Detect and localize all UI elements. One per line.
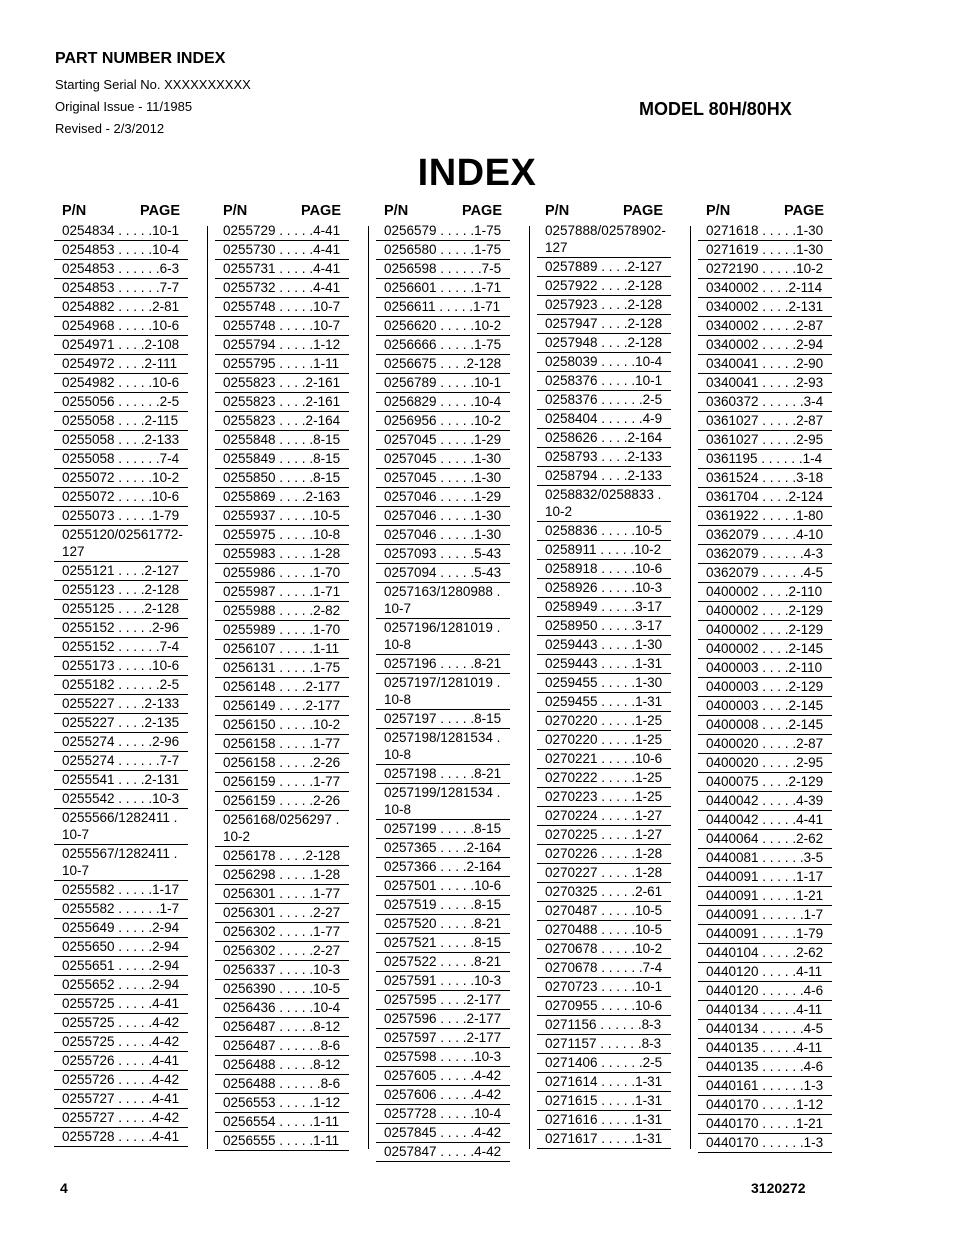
index-entry: 0256158 . . . . .2-26 <box>215 754 349 773</box>
index-entry: 0256555 . . . . .1-11 <box>215 1132 349 1151</box>
column-header <box>54 203 188 222</box>
index-entry: 0270678 . . . . .10-2 <box>537 940 671 959</box>
index-entry: 0440091 . . . . .1-17 <box>698 868 832 887</box>
index-entry: 0257520 . . . . .8-21 <box>376 915 510 934</box>
index-entry: 0257591 . . . . .10-3 <box>376 972 510 991</box>
index-entry: 0257046 . . . . .1-29 <box>376 488 510 507</box>
index-entry: 0270220 . . . . .1-25 <box>537 712 671 731</box>
pn-header: P/N <box>384 203 409 219</box>
index-entry: 0255227 . . . .2-135 <box>54 714 188 733</box>
index-entry: 0272190 . . . . .10-2 <box>698 260 832 279</box>
index-entry: 0258793 . . . .2-133 <box>537 448 671 467</box>
index-entry: 0257197 . . . . .8-15 <box>376 710 510 729</box>
index-entry: 0255987 . . . . .1-71 <box>215 583 349 602</box>
index-entry: 0255728 . . . . .4-41 <box>54 1128 188 1147</box>
index-entry: 0255056 . . . . . .2-5 <box>54 393 188 412</box>
index-entry: 0270224 . . . . .1-27 <box>537 807 671 826</box>
index-entry: 0255983 . . . . .1-28 <box>215 545 349 564</box>
index-entry: 0440120 . . . . .4-11 <box>698 963 832 982</box>
index-entry: 0256488 . . . . .8-12 <box>215 1056 349 1075</box>
index-entry: 0256829 . . . . .10-4 <box>376 393 510 412</box>
index-column <box>537 203 671 1149</box>
index-entry: 0257597 . . . .2-177 <box>376 1029 510 1048</box>
index-entry: 0271618 . . . . .1-30 <box>698 222 832 241</box>
index-entry: 0440161 . . . . . .1-3 <box>698 1077 832 1096</box>
index-entry: 0257948 . . . .2-128 <box>537 334 671 353</box>
index-entry: 0400003 . . . .2-129 <box>698 678 832 697</box>
index-entry: 0400020 . . . . .2-95 <box>698 754 832 773</box>
index-entry: 0255795 . . . . .1-11 <box>215 355 349 374</box>
index-entry: 0254882 . . . . .2-81 <box>54 298 188 317</box>
index-entry: 0257045 . . . . .1-30 <box>376 450 510 469</box>
index-column <box>215 203 349 1151</box>
index-entry: 0255227 . . . .2-133 <box>54 695 188 714</box>
index-entry: 0254834 . . . . .10-1 <box>54 222 188 241</box>
index-entry: 0255152 . . . . . .7-4 <box>54 638 188 657</box>
index-entry: 0255729 . . . . .4-41 <box>215 222 349 241</box>
serial-number: Starting Serial No. XXXXXXXXXX <box>55 77 251 92</box>
page-header: PAGE <box>622 203 663 219</box>
index-entry: 0255823 . . . .2-161 <box>215 393 349 412</box>
index-entry: 0255849 . . . . .8-15 <box>215 450 349 469</box>
index-entry: 0270221 . . . . .10-6 <box>537 750 671 769</box>
index-entry: 0255823 . . . .2-164 <box>215 412 349 431</box>
index-entry: 0255072 . . . . .10-6 <box>54 488 188 507</box>
index-entry: 0340002 . . . . .2-87 <box>698 317 832 336</box>
index-entry: 0256150 . . . . .10-2 <box>215 716 349 735</box>
pn-header: P/N <box>545 203 570 219</box>
entry-list <box>376 222 510 1162</box>
index-column <box>54 203 188 1147</box>
index-entry: 0257606 . . . . .4-42 <box>376 1086 510 1105</box>
index-entry: 0271614 . . . . .1-31 <box>537 1073 671 1092</box>
index-entry: 0256956 . . . . .10-2 <box>376 412 510 431</box>
index-entry: 0255274 . . . . . .7-7 <box>54 752 188 771</box>
index-entry: 0257046 . . . . .1-30 <box>376 507 510 526</box>
index-entry: 0255725 . . . . .4-41 <box>54 995 188 1014</box>
index-entry: 0400002 . . . .2-129 <box>698 602 832 621</box>
index-entry: 0340002 . . . .2-131 <box>698 298 832 317</box>
index-entry: 0254982 . . . . .10-6 <box>54 374 188 393</box>
index-entry: 0271157 . . . . . .8-3 <box>537 1035 671 1054</box>
pn-header: P/N <box>706 203 731 219</box>
index-entry: 0256158 . . . . .1-77 <box>215 735 349 754</box>
index-entry: 0270325 . . . . .2-61 <box>537 883 671 902</box>
index-entry: 0255058 . . . . . .7-4 <box>54 450 188 469</box>
index-entry: 0257198/1281534 . 10-8 <box>376 729 510 765</box>
index-entry: 0255274 . . . . .2-96 <box>54 733 188 752</box>
index-entry: 0255541 . . . .2-131 <box>54 771 188 790</box>
model-label: MODEL 80H/80HX <box>639 99 792 119</box>
index-entry: 0256598 . . . . . .7-5 <box>376 260 510 279</box>
index-entry: 0257199 . . . . .8-15 <box>376 820 510 839</box>
index-entry: 0400003 . . . .2-110 <box>698 659 832 678</box>
index-entry: 0257365 . . . .2-164 <box>376 839 510 858</box>
index-entry: 0258918 . . . . .10-6 <box>537 560 671 579</box>
index-entry: 0257163/1280988 . 10-7 <box>376 583 510 619</box>
index-entry: 0255582 . . . . .1-17 <box>54 881 188 900</box>
index-entry: 0400002 . . . .2-110 <box>698 583 832 602</box>
index-entry: 0256149 . . . .2-177 <box>215 697 349 716</box>
index-entry: 0270227 . . . . .1-28 <box>537 864 671 883</box>
index-entry: 0256159 . . . . .2-26 <box>215 792 349 811</box>
index-entry: 0440042 . . . . .4-41 <box>698 811 832 830</box>
index-entry: 0255731 . . . . .4-41 <box>215 260 349 279</box>
index-entry: 0254968 . . . . .10-6 <box>54 317 188 336</box>
page-header: PAGE <box>783 203 824 219</box>
index-entry: 0257366 . . . .2-164 <box>376 858 510 877</box>
index-entry: 0271615 . . . . .1-31 <box>537 1092 671 1111</box>
index-entry: 0256148 . . . .2-177 <box>215 678 349 697</box>
index-entry: 0256337 . . . . .10-3 <box>215 961 349 980</box>
index-entry: 0270223 . . . . .1-25 <box>537 788 671 807</box>
index-entry: 0257045 . . . . .1-30 <box>376 469 510 488</box>
index-entry: 0256579 . . . . .1-75 <box>376 222 510 241</box>
index-entry: 0258832/0258833 . 10-2 <box>537 486 671 522</box>
index-entry: 0258950 . . . . .3-17 <box>537 617 671 636</box>
index-entry: 0257045 . . . . .1-29 <box>376 431 510 450</box>
page-title: PART NUMBER INDEX <box>55 50 226 67</box>
index-entry: 0400020 . . . . .2-87 <box>698 735 832 754</box>
index-entry: 0254853 . . . . . .6-3 <box>54 260 188 279</box>
index-entry: 0257093 . . . . .5-43 <box>376 545 510 564</box>
index-entry: 0440064 . . . . .2-62 <box>698 830 832 849</box>
index-entry: 0440135 . . . . . .4-6 <box>698 1058 832 1077</box>
index-entry: 0257198 . . . . .8-21 <box>376 765 510 784</box>
index-entry: 0270222 . . . . .1-25 <box>537 769 671 788</box>
index-entry: 0259455 . . . . .1-31 <box>537 693 671 712</box>
index-entry: 0361704 . . . .2-124 <box>698 488 832 507</box>
index-entry: 0257197/1281019 . 10-8 <box>376 674 510 710</box>
entry-list <box>215 222 349 1151</box>
index-entry: 0257501 . . . . .10-6 <box>376 877 510 896</box>
index-entry: 0256159 . . . . .1-77 <box>215 773 349 792</box>
index-entry: 0361195 . . . . . .1-4 <box>698 450 832 469</box>
index-entry: 0255566/1282411 . 10-7 <box>54 809 188 845</box>
index-entry: 0362079 . . . . .4-10 <box>698 526 832 545</box>
index-entry: 0259443 . . . . .1-30 <box>537 636 671 655</box>
pn-header: P/N <box>62 203 87 219</box>
index-entry: 0440042 . . . . .4-39 <box>698 792 832 811</box>
index-entry: 0255748 . . . . .10-7 <box>215 298 349 317</box>
index-entry: 0257847 . . . . .4-42 <box>376 1143 510 1162</box>
index-entry: 0257598 . . . . .10-3 <box>376 1048 510 1067</box>
index-entry: 0256666 . . . . .1-75 <box>376 336 510 355</box>
index-title: INDEX <box>417 152 537 194</box>
page-number: 4 <box>60 1180 68 1196</box>
index-entry: 0256789 . . . . .10-1 <box>376 374 510 393</box>
index-entry: 0340002 . . . . .2-94 <box>698 336 832 355</box>
column-divider <box>207 226 208 1149</box>
index-entry: 0362079 . . . . . .4-5 <box>698 564 832 583</box>
index-entry: 0255869 . . . .2-163 <box>215 488 349 507</box>
index-entry: 0255986 . . . . .1-70 <box>215 564 349 583</box>
index-entry: 0440135 . . . . .4-11 <box>698 1039 832 1058</box>
revised-date: Revised - 2/3/2012 <box>55 121 165 136</box>
index-entry: 0255125 . . . .2-128 <box>54 600 188 619</box>
index-entry: 0256580 . . . . .1-75 <box>376 241 510 260</box>
index-entry: 0255727 . . . . .4-41 <box>54 1090 188 1109</box>
index-entry: 0255182 . . . . . .2-5 <box>54 676 188 695</box>
index-entry: 0258926 . . . . .10-3 <box>537 579 671 598</box>
index-entry: 0255542 . . . . .10-3 <box>54 790 188 809</box>
index-entry: 0255727 . . . . .4-42 <box>54 1109 188 1128</box>
index-entry: 0360372 . . . . . .3-4 <box>698 393 832 412</box>
page-header: PAGE <box>139 203 180 219</box>
index-entry: 0255123 . . . .2-128 <box>54 581 188 600</box>
index-entry: 0362079 . . . . . .4-3 <box>698 545 832 564</box>
document-number: 3120272 <box>751 1180 806 1196</box>
index-entry: 0255121 . . . .2-127 <box>54 562 188 581</box>
index-entry: 0254971 . . . .2-108 <box>54 336 188 355</box>
index-entry: 0255058 . . . .2-115 <box>54 412 188 431</box>
index-entry: 0440170 . . . . . .1-3 <box>698 1134 832 1153</box>
index-entry: 0400008 . . . .2-145 <box>698 716 832 735</box>
index-entry: 0270955 . . . . .10-6 <box>537 997 671 1016</box>
index-entry: 0400002 . . . .2-129 <box>698 621 832 640</box>
column-header <box>215 203 349 222</box>
index-entry: 0270226 . . . . .1-28 <box>537 845 671 864</box>
index-entry: 0255582 . . . . . .1-7 <box>54 900 188 919</box>
index-entry: 0255152 . . . . .2-96 <box>54 619 188 638</box>
index-entry: 0255989 . . . . .1-70 <box>215 621 349 640</box>
entry-list <box>698 222 832 1153</box>
index-entry: 0256553 . . . . .1-12 <box>215 1094 349 1113</box>
index-entry: 0361027 . . . . .2-87 <box>698 412 832 431</box>
index-entry: 0257595 . . . .2-177 <box>376 991 510 1010</box>
column-header <box>698 203 832 222</box>
column-header <box>376 203 510 222</box>
index-entry: 0255732 . . . . .4-41 <box>215 279 349 298</box>
index-entry: 0256302 . . . . .1-77 <box>215 923 349 942</box>
column-divider <box>690 226 691 1149</box>
index-entry: 0258949 . . . . .3-17 <box>537 598 671 617</box>
index-entry: 0440170 . . . . .1-21 <box>698 1115 832 1134</box>
index-entry: 0257519 . . . . .8-15 <box>376 896 510 915</box>
index-entry: 0340041 . . . . .2-93 <box>698 374 832 393</box>
index-entry: 0256601 . . . . .1-71 <box>376 279 510 298</box>
index-entry: 0257094 . . . . .5-43 <box>376 564 510 583</box>
index-entry: 0255058 . . . .2-133 <box>54 431 188 450</box>
index-entry: 0255567/1282411 . 10-7 <box>54 845 188 881</box>
index-column <box>376 203 510 1162</box>
index-entry: 0270488 . . . . .10-5 <box>537 921 671 940</box>
index-entry: 0256168/0256297 . 10-2 <box>215 811 349 847</box>
index-entry: 0361524 . . . . .3-18 <box>698 469 832 488</box>
index-entry: 0400002 . . . .2-145 <box>698 640 832 659</box>
index-entry: 0256298 . . . . .1-28 <box>215 866 349 885</box>
index-entry: 0254853 . . . . . .7-7 <box>54 279 188 298</box>
pn-header: P/N <box>223 203 248 219</box>
index-entry: 0256487 . . . . .8-12 <box>215 1018 349 1037</box>
index-entry: 0440120 . . . . . .4-6 <box>698 982 832 1001</box>
index-entry: 0255975 . . . . .10-8 <box>215 526 349 545</box>
index-entry: 0257521 . . . . .8-15 <box>376 934 510 953</box>
index-entry: 0440091 . . . . .1-21 <box>698 887 832 906</box>
index-entry: 0256675 . . . .2-128 <box>376 355 510 374</box>
index-entry: 0257196 . . . . .8-21 <box>376 655 510 674</box>
index-entry: 0258404 . . . . . .4-9 <box>537 410 671 429</box>
index-entry: 0255726 . . . . .4-41 <box>54 1052 188 1071</box>
index-entry: 0440091 . . . . .1-79 <box>698 925 832 944</box>
index-entry: 0256620 . . . . .10-2 <box>376 317 510 336</box>
index-entry: 0255794 . . . . .1-12 <box>215 336 349 355</box>
index-entry: 0258626 . . . .2-164 <box>537 429 671 448</box>
index-entry: 0255850 . . . . .8-15 <box>215 469 349 488</box>
index-entry: 0256302 . . . . .2-27 <box>215 942 349 961</box>
index-entry: 0271616 . . . . .1-31 <box>537 1111 671 1130</box>
index-entry: 0361922 . . . . .1-80 <box>698 507 832 526</box>
page-header: PAGE <box>300 203 341 219</box>
original-issue: Original Issue - 11/1985 <box>55 99 193 114</box>
index-entry: 0254972 . . . .2-111 <box>54 355 188 374</box>
index-entry: 0255730 . . . . .4-41 <box>215 241 349 260</box>
index-entry: 0255748 . . . . .10-7 <box>215 317 349 336</box>
index-entry: 0256554 . . . . .1-11 <box>215 1113 349 1132</box>
index-entry: 0400003 . . . .2-145 <box>698 697 832 716</box>
column-header <box>537 203 671 222</box>
index-entry: 0257728 . . . . .10-4 <box>376 1105 510 1124</box>
index-entry: 0258911 . . . . .10-2 <box>537 541 671 560</box>
index-entry: 0259443 . . . . .1-31 <box>537 655 671 674</box>
index-entry: 0257522 . . . . .8-21 <box>376 953 510 972</box>
index-entry: 0361027 . . . . .2-95 <box>698 431 832 450</box>
index-entry: 0255988 . . . . .2-82 <box>215 602 349 621</box>
index-entry: 0257596 . . . .2-177 <box>376 1010 510 1029</box>
index-entry: 0258836 . . . . .10-5 <box>537 522 671 541</box>
index-entry: 0271619 . . . . .1-30 <box>698 241 832 260</box>
index-entry: 0255649 . . . . .2-94 <box>54 919 188 938</box>
index-entry: 0255650 . . . . .2-94 <box>54 938 188 957</box>
index-entry: 0256611 . . . . .1-71 <box>376 298 510 317</box>
index-entry: 0255651 . . . . .2-94 <box>54 957 188 976</box>
column-divider <box>529 226 530 1149</box>
index-entry: 0256131 . . . . .1-75 <box>215 659 349 678</box>
index-entry: 0255848 . . . . .8-15 <box>215 431 349 450</box>
index-entry: 0440104 . . . . .2-62 <box>698 944 832 963</box>
index-entry: 0257923 . . . .2-128 <box>537 296 671 315</box>
index-entry: 0340041 . . . . .2-90 <box>698 355 832 374</box>
index-column <box>698 203 832 1153</box>
index-entry: 0257889 . . . .2-127 <box>537 258 671 277</box>
index-entry: 0258039 . . . . .10-4 <box>537 353 671 372</box>
index-entry: 0257199/1281534 . 10-8 <box>376 784 510 820</box>
page-header: PAGE <box>461 203 502 219</box>
index-entry: 0254853 . . . . .10-4 <box>54 241 188 260</box>
entry-list <box>537 222 671 1149</box>
index-entry: 0257605 . . . . .4-42 <box>376 1067 510 1086</box>
index-entry: 0256390 . . . . .10-5 <box>215 980 349 999</box>
index-entry: 0270225 . . . . .1-27 <box>537 826 671 845</box>
index-entry: 0255823 . . . .2-161 <box>215 374 349 393</box>
index-entry: 0256107 . . . . .1-11 <box>215 640 349 659</box>
index-entry: 0271156 . . . . . .8-3 <box>537 1016 671 1035</box>
index-entry: 0400075 . . . .2-129 <box>698 773 832 792</box>
index-entry: 0257947 . . . .2-128 <box>537 315 671 334</box>
entry-list <box>54 222 188 1147</box>
index-entry: 0440091 . . . . . .1-7 <box>698 906 832 925</box>
index-entry: 0259455 . . . . .1-30 <box>537 674 671 693</box>
index-entry: 0258794 . . . .2-133 <box>537 467 671 486</box>
column-divider <box>368 226 369 1149</box>
index-entry: 0271406 . . . . . .2-5 <box>537 1054 671 1073</box>
index-entry: 0255937 . . . . .10-5 <box>215 507 349 526</box>
index-entry: 0258376 . . . . .10-1 <box>537 372 671 391</box>
index-entry: 0257888/02578902-127 <box>537 222 671 258</box>
index-entry: 0255120/02561772-127 <box>54 526 188 562</box>
index-entry: 0255652 . . . . .2-94 <box>54 976 188 995</box>
index-entry: 0256178 . . . .2-128 <box>215 847 349 866</box>
index-entry: 0255725 . . . . .4-42 <box>54 1014 188 1033</box>
index-entry: 0340002 . . . .2-114 <box>698 279 832 298</box>
index-entry: 0256487 . . . . . .8-6 <box>215 1037 349 1056</box>
index-entry: 0255073 . . . . .1-79 <box>54 507 188 526</box>
index-entry: 0270487 . . . . .10-5 <box>537 902 671 921</box>
index-entry: 0257196/1281019 . 10-8 <box>376 619 510 655</box>
index-entry: 0255725 . . . . .4-42 <box>54 1033 188 1052</box>
index-entry: 0270220 . . . . .1-25 <box>537 731 671 750</box>
index-entry: 0440134 . . . . .4-11 <box>698 1001 832 1020</box>
index-entry: 0270723 . . . . .10-1 <box>537 978 671 997</box>
index-entry: 0270678 . . . . . .7-4 <box>537 959 671 978</box>
index-entry: 0257046 . . . . .1-30 <box>376 526 510 545</box>
index-entry: 0255726 . . . . .4-42 <box>54 1071 188 1090</box>
index-entry: 0257845 . . . . .4-42 <box>376 1124 510 1143</box>
index-entry: 0256436 . . . . .10-4 <box>215 999 349 1018</box>
index-entry: 0440170 . . . . .1-12 <box>698 1096 832 1115</box>
index-entry: 0255173 . . . . .10-6 <box>54 657 188 676</box>
index-entry: 0256488 . . . . . .8-6 <box>215 1075 349 1094</box>
index-entry: 0440081 . . . . . .3-5 <box>698 849 832 868</box>
index-entry: 0255072 . . . . .10-2 <box>54 469 188 488</box>
index-entry: 0256301 . . . . .1-77 <box>215 885 349 904</box>
index-entry: 0258376 . . . . . .2-5 <box>537 391 671 410</box>
index-entry: 0440134 . . . . . .4-5 <box>698 1020 832 1039</box>
index-entry: 0271617 . . . . .1-31 <box>537 1130 671 1149</box>
index-entry: 0257922 . . . .2-128 <box>537 277 671 296</box>
index-entry: 0256301 . . . . .2-27 <box>215 904 349 923</box>
